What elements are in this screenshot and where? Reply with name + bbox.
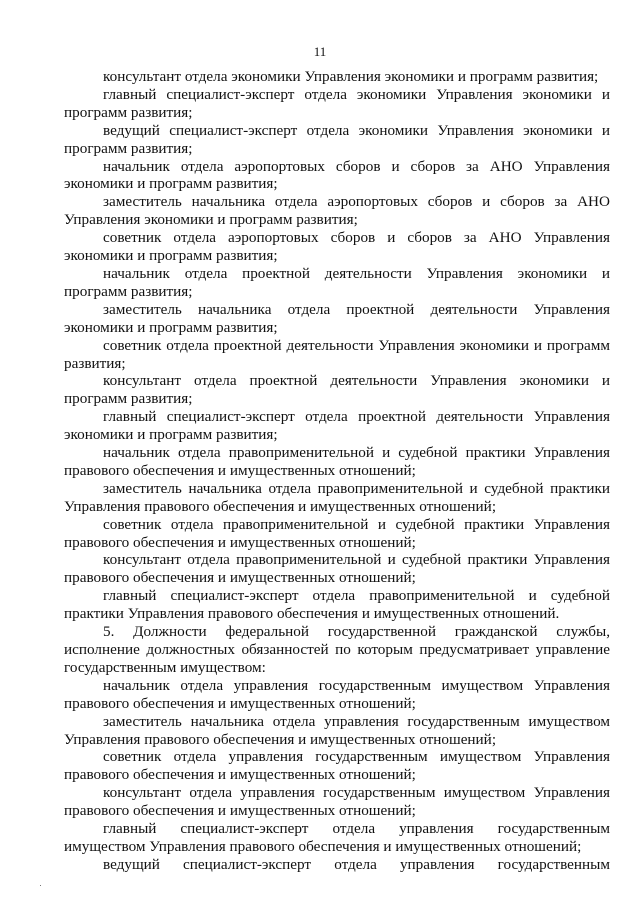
list-item: консультант отдела управления государственным имуществом Управления правового обеспечения и имущественных отношений; bbox=[64, 784, 610, 820]
list-item: главный специалист-эксперт отдела проектной деятельности Управления экономики и программ развития; bbox=[64, 408, 610, 444]
list-item: главный специалист-эксперт отдела правоприменительной и судебной практики Управления правового обеспечения и имущественных отношений. bbox=[64, 587, 610, 623]
list-item: ведущий специалист-эксперт отдела экономики Управления экономики и программ развития; bbox=[64, 121, 610, 157]
list-item: заместитель начальника отдела управления государственным имуществом Управления правового обеспечения и имущественных отношений; bbox=[64, 712, 610, 748]
page-number: 11 bbox=[313, 44, 327, 59]
list-item: главный специалист-эксперт отдела экономики Управления экономики и программ развития; bbox=[64, 85, 610, 121]
scan-dot bbox=[40, 885, 41, 886]
list-item: советник отдела управления государственным имуществом Управления правового обеспечения и имущественных отношений; bbox=[64, 748, 610, 784]
list-item: начальник отдела аэропортовых сборов и сборов за АНО Управления экономики и программ развития; bbox=[64, 157, 610, 193]
list-item: заместитель начальника отдела аэропортовых сборов и сборов за АНО Управления экономики и программ развития; bbox=[64, 193, 610, 229]
document-body bbox=[64, 68, 610, 874]
list-item: начальник отдела управления государственным имуществом Управления правового обеспечения и имущественных отношений; bbox=[64, 676, 610, 712]
list-item: советник отдела аэропортовых сборов и сборов за АНО Управления экономики и программ развития; bbox=[64, 229, 610, 265]
list-item: консультант отдела проектной деятельности Управления экономики и программ развития; bbox=[64, 372, 610, 408]
list-item: советник отдела проектной деятельности Управления экономики и программ развития; bbox=[64, 336, 610, 372]
section-heading-paragraph: 5. Должности федеральной государственной гражданской службы, исполнение должностных обязанностей по которым предусматривает управление государственным имуществом: bbox=[64, 623, 610, 676]
list-item: главный специалист-эксперт отдела управления государственным имуществом Управления правового обеспечения и имущественных отношений; bbox=[64, 820, 610, 855]
list-item: консультант отдела правоприменительной и судебной практики Управления правового обеспечения и имущественных отношений; bbox=[64, 551, 610, 587]
list-item: начальник отдела правоприменительной и судебной практики Управления правового обеспечения и имущественных отношений; bbox=[64, 444, 610, 479]
list-item: консультант отдела экономики Управления экономики и программ развития; bbox=[103, 68, 599, 85]
truncated-last-line: ведущий специалист-эксперт отдела управления государственным bbox=[103, 855, 610, 873]
list-item: заместитель начальника отдела правоприменительной и судебной практики Управления правового обеспечения и имущественных отношений; bbox=[64, 479, 610, 515]
list-item: заместитель начальника отдела проектной деятельности Управления экономики и программ развития; bbox=[64, 300, 610, 336]
list-item: советник отдела правоприменительной и судебной практики Управления правового обеспечения и имущественных отношений; bbox=[64, 515, 610, 551]
list-item: начальник отдела проектной деятельности Управления экономики и программ развития; bbox=[64, 264, 610, 300]
